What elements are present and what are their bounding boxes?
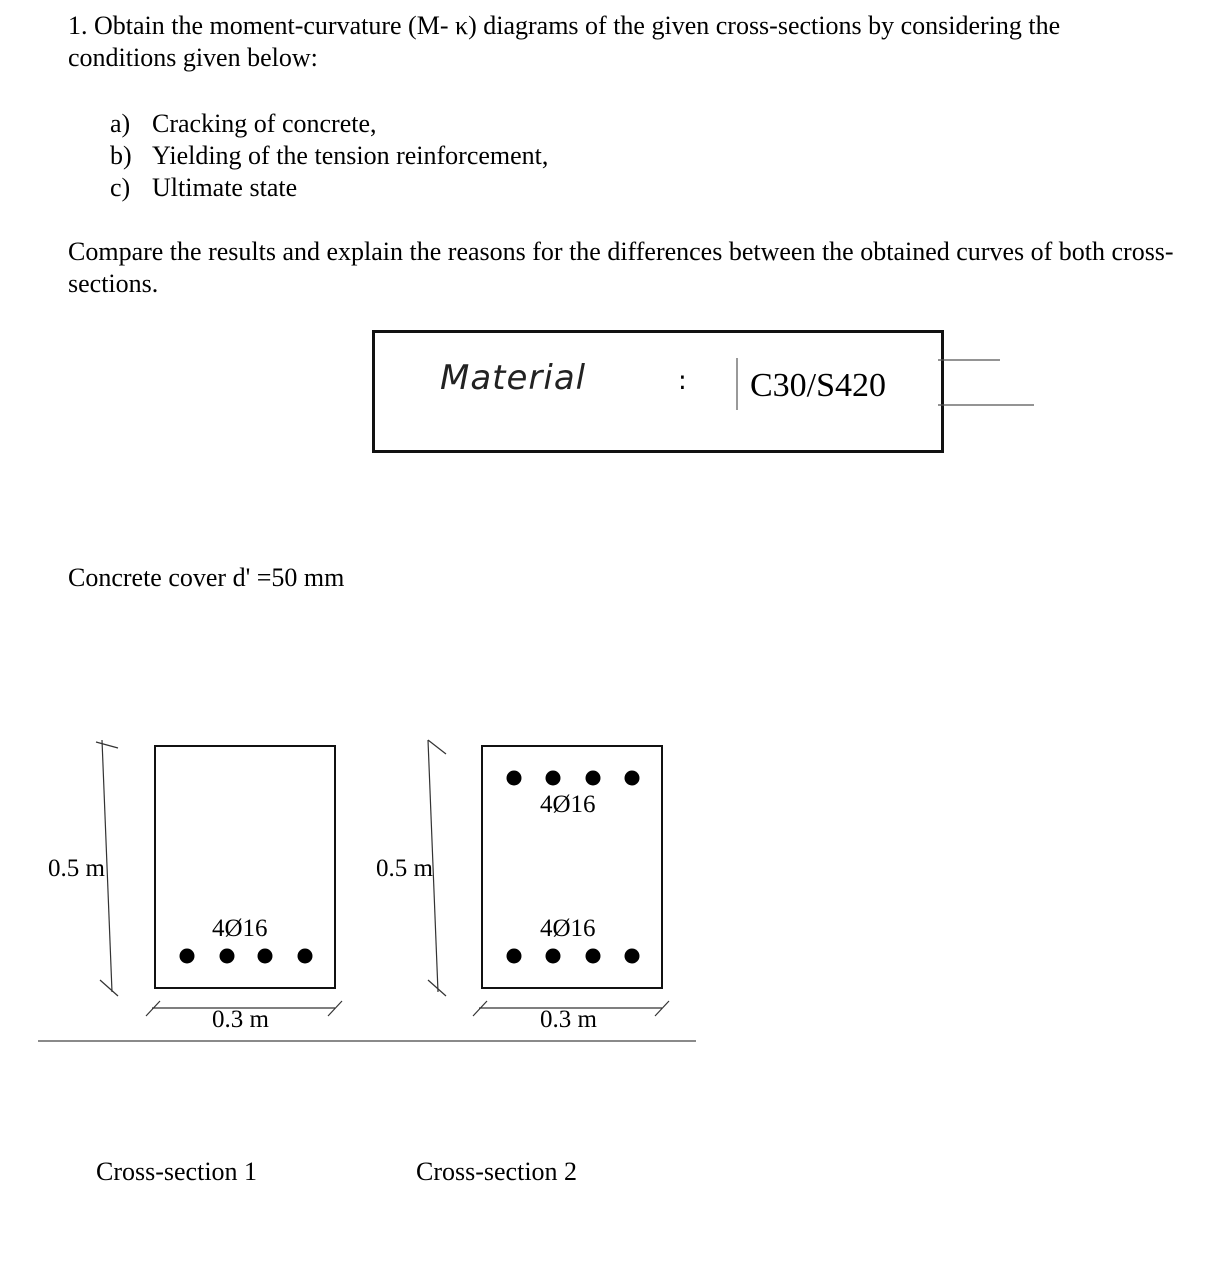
material-separator: : bbox=[678, 366, 687, 396]
rebar-dot bbox=[625, 771, 640, 786]
rebar-dot bbox=[586, 771, 601, 786]
cross-section-1 bbox=[48, 740, 342, 1033]
material-box-extension-lines bbox=[938, 358, 1038, 408]
height-label: 0.5 m bbox=[376, 855, 433, 882]
condition-label: c) bbox=[110, 173, 131, 202]
rebar-dot bbox=[546, 949, 561, 964]
rebar-dot bbox=[546, 771, 561, 786]
width-label: 0.3 m bbox=[212, 1006, 269, 1033]
top-bars-label: 4Ø16 bbox=[540, 791, 596, 818]
concrete-cover-text: Concrete cover d' =50 mm bbox=[68, 563, 345, 592]
material-value: C30/S420 bbox=[750, 367, 887, 404]
cross-section-2 bbox=[376, 740, 669, 1033]
task-number: 1. bbox=[68, 11, 88, 40]
height-label: 0.5 m bbox=[48, 855, 105, 882]
dimension-tick bbox=[96, 742, 118, 748]
rebar-dot bbox=[220, 949, 235, 964]
dimension-tick bbox=[100, 980, 118, 996]
rebar-dot bbox=[507, 771, 522, 786]
rebar-dot bbox=[625, 949, 640, 964]
condition-item bbox=[110, 108, 548, 140]
condition-text: Ultimate state bbox=[152, 173, 298, 202]
condition-label: b) bbox=[110, 141, 132, 170]
compare-instruction: Compare the results and explain the reasons for the differences between the obtained curves of both cross-sections. bbox=[68, 237, 1174, 298]
bottom-bars-label: 4Ø16 bbox=[212, 915, 268, 942]
condition-label: a) bbox=[110, 109, 131, 138]
rebar-dot bbox=[586, 949, 601, 964]
condition-text: Cracking of concrete, bbox=[152, 109, 377, 138]
condition-text: Yielding of the tension reinforcement, bbox=[152, 141, 549, 170]
rebar-dot bbox=[180, 949, 195, 964]
rebar-dot bbox=[507, 949, 522, 964]
rebar-dot bbox=[298, 949, 313, 964]
cross-section-2-caption: Cross-section 2 bbox=[416, 1157, 578, 1186]
bottom-bars-label: 4Ø16 bbox=[540, 915, 596, 942]
task-text: Obtain the moment-curvature (M- κ) diagrams of the given cross-sections by considering the conditions given below: bbox=[68, 11, 1061, 72]
dimension-tick bbox=[428, 980, 446, 996]
condition-item bbox=[110, 172, 548, 204]
conditions-list bbox=[110, 108, 548, 204]
width-label: 0.3 m bbox=[540, 1006, 597, 1033]
rebar-dot bbox=[258, 949, 273, 964]
cross-section-1-caption: Cross-section 1 bbox=[96, 1157, 258, 1186]
material-value-divider bbox=[734, 358, 740, 410]
task-statement bbox=[68, 10, 1168, 74]
dimension-tick bbox=[428, 740, 446, 754]
condition-item bbox=[110, 140, 548, 172]
material-label: Material bbox=[440, 358, 587, 398]
cross-sections-drawing bbox=[0, 700, 1216, 1060]
